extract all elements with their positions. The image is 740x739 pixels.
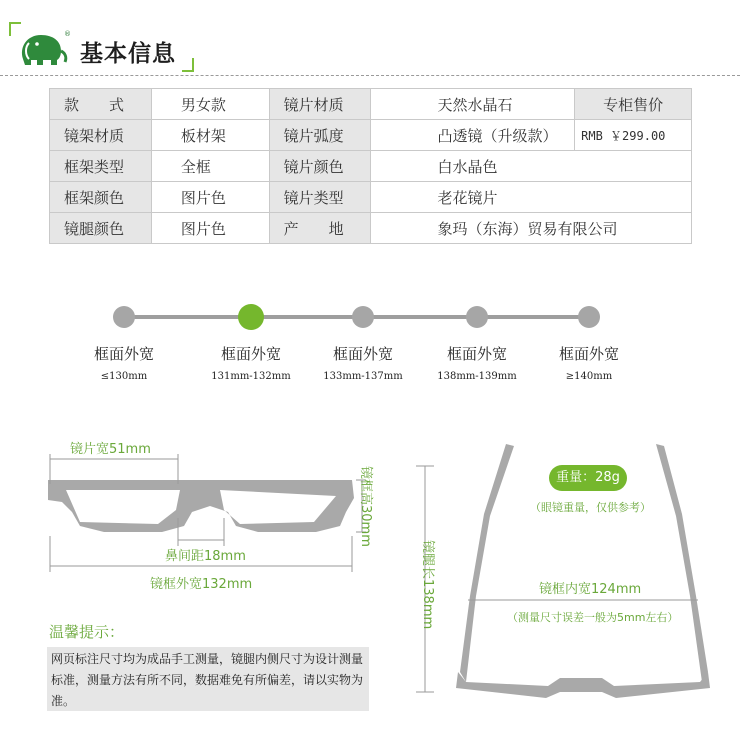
size-step-range: 133mm-137mm: [323, 371, 403, 382]
size-step-name: 框面外宽: [558, 345, 619, 363]
spec-label: 镜片颜色: [269, 151, 371, 182]
tip-text: 网页标注尺寸均为成品手工测量，镜腿内侧尺寸为设计测量标准，测量方法有所不同，数据难免有所偏差，请以实物为准。: [47, 647, 369, 711]
spec-value: 图片色: [151, 182, 269, 213]
spec-label: 产 地: [269, 213, 371, 244]
section-title: 基本信息: [80, 41, 176, 67]
price-header: 专柜售价: [575, 89, 692, 120]
size-step-range: ≥140mm: [565, 371, 613, 382]
dashed-divider: [0, 75, 740, 76]
size-step-dot: [466, 306, 488, 328]
table-row: [50, 120, 692, 151]
spec-value: 板材架: [151, 120, 269, 151]
weight-badge: 重量：28g: [549, 465, 627, 491]
size-step-range: 138mm-139mm: [437, 371, 517, 382]
glasses-front-icon: [48, 480, 354, 532]
elephant-logo-icon: [17, 29, 69, 69]
spec-value: 天然水晶石: [371, 89, 575, 120]
weight-note: （眼镜重量，仅供参考）: [530, 501, 651, 514]
spec-value: 全框: [151, 151, 269, 182]
spec-label: 镜片弧度: [269, 120, 371, 151]
price-value: RMB ￥299.00: [575, 120, 692, 151]
size-step-range: ≤130mm: [100, 371, 148, 382]
size-step-range: 131mm-132mm: [211, 371, 291, 382]
registered-mark: ®: [64, 30, 71, 38]
size-step-dot-active: [238, 304, 264, 330]
frame-inner-width-label: 镜框内宽124mm: [539, 582, 642, 597]
spec-label: 框架颜色: [50, 182, 152, 213]
size-step-dot: [352, 306, 374, 328]
spec-label: 镜片材质: [269, 89, 371, 120]
spec-label: 镜架材质: [50, 120, 152, 151]
frame-outer-width-label: 镜框外宽132mm: [150, 577, 253, 592]
spec-value: 凸透镜（升级款）: [371, 120, 575, 151]
size-step-name: 框面外宽: [446, 345, 507, 363]
size-step-name: 框面外宽: [220, 345, 281, 363]
spec-table: [49, 88, 692, 244]
spec-label: 框架类型: [50, 151, 152, 182]
spec-value: 图片色: [151, 213, 269, 244]
spec-value: 象玛（东海）贸易有限公司: [371, 213, 692, 244]
lens-height-label: 镜框高30mm: [358, 466, 373, 547]
temple-length-label: 镜腿长138mm: [420, 540, 435, 630]
spec-value: 老花镜片: [371, 182, 692, 213]
corner-bracket-bottom-right: [182, 58, 194, 72]
table-row: [50, 89, 692, 120]
table-row: [50, 151, 692, 182]
size-step-dot: [578, 306, 600, 328]
spec-label: 款 式: [50, 89, 152, 120]
tolerance-note: （测量尺寸误差一般为5mm左右）: [507, 611, 679, 624]
tip-title: 温馨提示：: [49, 623, 125, 641]
spec-value: 白水晶色: [371, 151, 692, 182]
size-step-name: 框面外宽: [332, 345, 393, 363]
size-step-name: 框面外宽: [93, 345, 154, 363]
spec-label: 镜腿颜色: [50, 213, 152, 244]
table-row: [50, 182, 692, 213]
spec-label: 镜片类型: [269, 182, 371, 213]
lens-width-label: 镜片宽51mm: [70, 442, 151, 457]
spec-value: 男女款: [151, 89, 269, 120]
table-row: [50, 213, 692, 244]
bridge-width-label: 鼻间距18mm: [165, 549, 246, 564]
size-step-dot: [113, 306, 135, 328]
